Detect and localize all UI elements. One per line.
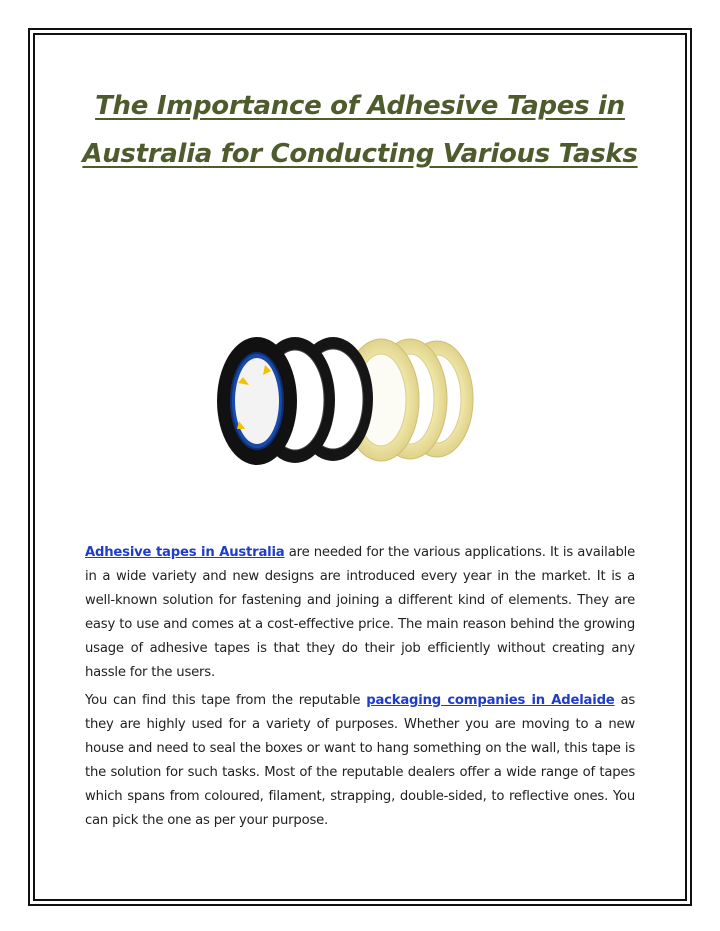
paragraph-2-text-after: as they are highly used for a variety of purposes. Whether you are moving to a new house and need to seal the boxes or want to hang something on the wall, this tape is the solution for such tasks. Most of the reputable dealers offer a wide range of tapes which spans from coloured, filament, strapping, double-sided, to reflective ones. You can pick the one as per your purpose. bbox=[85, 693, 635, 828]
adhesive-tapes-link[interactable]: Adhesive tapes in Australia bbox=[85, 545, 285, 560]
title-line-1: The Importance of Adhesive Tapes in bbox=[95, 91, 625, 121]
tape-rolls-image bbox=[205, 325, 515, 475]
black-tape-roll bbox=[217, 337, 297, 465]
paragraph-1-text: are needed for the various applications. It is available in a wide variety and new designs are introduced every year in the market. It is a well-known solution for fastening and joining a different kind of elements. They are easy to use and comes at a cost-effective price. The main reason behind the growing usage of adhesive tapes is that they do their job efficiently without creating any hassle for the users. bbox=[85, 545, 636, 680]
page-title bbox=[60, 82, 660, 178]
paragraph-2-text-before: You can find this tape from the reputable bbox=[85, 693, 367, 708]
packaging-companies-link[interactable]: packaging companies in Adelaide bbox=[366, 693, 615, 708]
body-paragraph-1 bbox=[85, 541, 635, 685]
body-paragraph-2 bbox=[85, 689, 635, 833]
title-line-2: Australia for Conducting Various Tasks bbox=[82, 139, 638, 169]
